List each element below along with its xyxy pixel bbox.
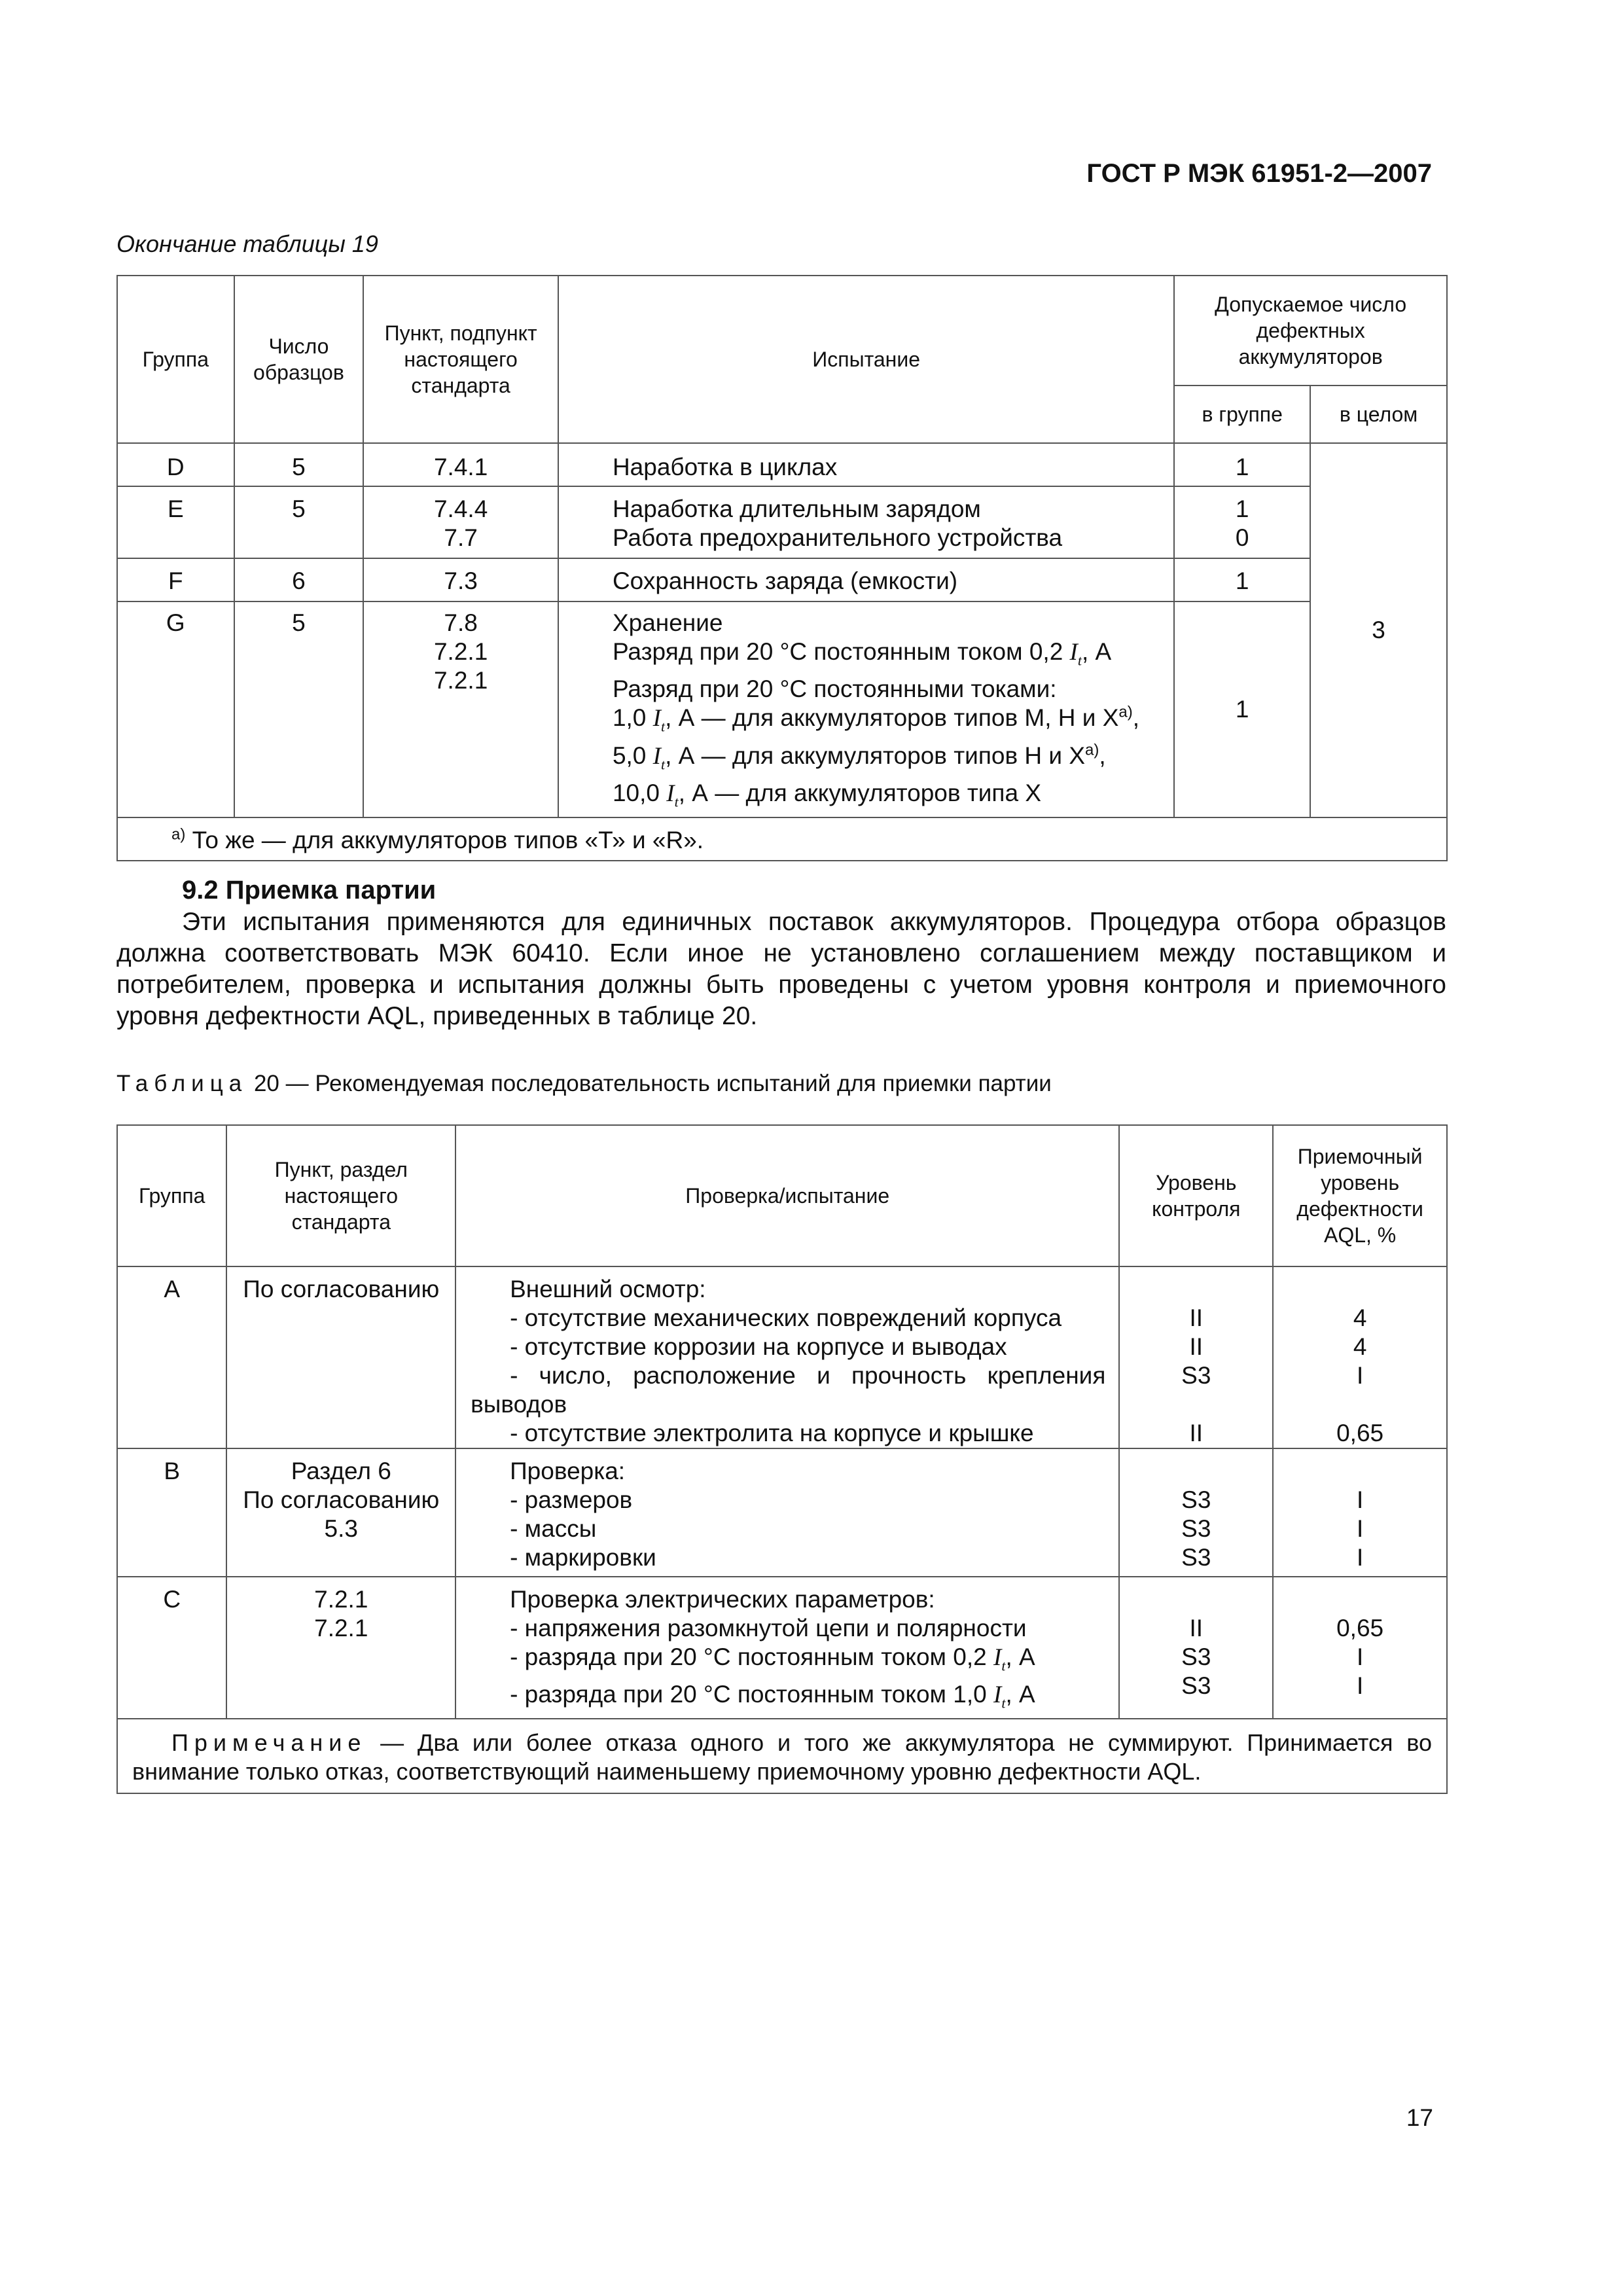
t19-header-clause: Пункт, подпункт настоящего стандарта xyxy=(363,276,558,443)
test-line: Хранение xyxy=(612,609,723,636)
defect-value: 0 xyxy=(1235,524,1249,551)
t19-test: Сохранность заряда (емкости) xyxy=(558,558,1174,601)
test-line: Разряд при 20 °С постоянными токами: xyxy=(612,675,1057,703)
t19-clause xyxy=(363,601,558,817)
t19-header-test: Испытание xyxy=(558,276,1174,443)
aql-value: 4 xyxy=(1353,1304,1367,1331)
aql-value xyxy=(1274,1585,1446,1614)
table-row xyxy=(117,1448,1447,1577)
check-line: - число, расположение и прочность крепления xyxy=(510,1362,1106,1389)
level-value: II xyxy=(1189,1333,1204,1360)
check-line: - отсутствие электролита на корпусе и крышке xyxy=(510,1420,1034,1446)
t19-samples: 5 xyxy=(234,601,364,817)
level-value: S3 xyxy=(1181,1643,1211,1670)
section-text: Эти испытания применяются для единичных поставок аккумуляторов. Процедура отбора образцов должна соответствовать МЭК 60410. Если иное не установлено соглашением между поставщиком и потребителем, проверка и испытания должны быть проведены с учетом уровня контроля и приемочного уровня дефектности AQL, приведенных в таблице 20. xyxy=(116,908,1446,1030)
check-line: Проверка: xyxy=(510,1458,626,1484)
check-line: - разряда при 20 °С постоянным током 0,2 $I_t$, А xyxy=(510,1643,1035,1674)
clause-line: 7.2.1 xyxy=(433,638,488,665)
check-line: - маркировки xyxy=(510,1544,656,1571)
t19-defects: 1 xyxy=(1174,558,1310,601)
t20-checks xyxy=(455,1448,1119,1577)
t19-samples: 5 xyxy=(234,443,364,486)
level-value xyxy=(1120,1457,1272,1486)
aql-value: I xyxy=(1356,1486,1364,1513)
t20-levels xyxy=(1119,1266,1273,1448)
clause-line: 5.3 xyxy=(324,1515,358,1542)
t19-group: F xyxy=(117,558,234,601)
table-row xyxy=(117,558,1447,601)
t20-aqls xyxy=(1273,1266,1447,1448)
t19-defects: 1 xyxy=(1174,443,1310,486)
t19-group: D xyxy=(117,443,234,486)
check-line: - размеров xyxy=(510,1486,633,1513)
test-line: Разряд при 20 °С постоянным током 0,2 $I_t$, А xyxy=(612,638,1112,669)
level-value: S3 xyxy=(1181,1672,1211,1699)
t19-header-overall: в целом xyxy=(1310,386,1447,443)
table-19 xyxy=(116,275,1448,861)
t20-checks xyxy=(455,1577,1119,1719)
section-title: 9.2 Приемка партии xyxy=(182,876,437,905)
level-value xyxy=(1120,1275,1272,1304)
t20-note xyxy=(117,1719,1447,1793)
t19-defects xyxy=(1174,486,1310,558)
t20-group: C xyxy=(117,1577,226,1719)
clause-line: 7.8 xyxy=(444,609,478,636)
t19-group: E xyxy=(117,486,234,558)
table20-caption xyxy=(116,1071,1052,1097)
t20-clause xyxy=(226,1577,455,1719)
table-20 xyxy=(116,1124,1448,1794)
t19-clause: 7.3 xyxy=(363,558,558,601)
defect-value: 1 xyxy=(1235,495,1249,522)
t20-group: A xyxy=(117,1266,226,1448)
level-value: S3 xyxy=(1181,1544,1211,1571)
test-line: Наработка длительным зарядом xyxy=(612,495,981,522)
aql-value: I xyxy=(1356,1515,1364,1542)
test-line: Работа предохранительного устройства xyxy=(612,524,1063,551)
clause-line: 7.7 xyxy=(444,524,478,551)
level-value xyxy=(1120,1585,1272,1614)
t19-test xyxy=(558,601,1174,817)
t19-footnote: $^{a)}$ То же — для аккумуляторов типов «Т» и «R». xyxy=(117,817,1447,861)
t19-defects: 1 xyxy=(1174,601,1310,817)
table19-caption: Окончание таблицы 19 xyxy=(116,230,378,257)
t19-header-samples: Число образцов xyxy=(234,276,364,443)
t20-header-level xyxy=(1119,1125,1273,1266)
standard-header: ГОСТ Р МЭК 61951-2—2007 xyxy=(1086,159,1432,188)
level-value xyxy=(1120,1390,1272,1419)
section-paragraph xyxy=(116,906,1446,1032)
level-value: S3 xyxy=(1181,1362,1211,1389)
t19-clause: 7.4.1 xyxy=(363,443,558,486)
t20-aqls xyxy=(1273,1577,1447,1719)
table-row xyxy=(117,1266,1447,1448)
table-row xyxy=(117,443,1447,486)
test-line: 5,0 $I_t$, А — для аккумуляторов типов Н и $X^{a)}$, xyxy=(612,741,1106,773)
t19-test xyxy=(558,486,1174,558)
level-value: II xyxy=(1189,1304,1204,1331)
t20-header-check: Проверка/испытание xyxy=(455,1125,1119,1266)
t19-group: G xyxy=(117,601,234,817)
t19-header-allowed-text: Допускаемое число дефектных аккумуляторов xyxy=(1215,293,1407,368)
t19-overall-value: 3 xyxy=(1372,616,1385,643)
t20-clause: По согласованию xyxy=(226,1266,455,1448)
t19-header-allowed xyxy=(1174,276,1447,386)
t20-header-clause-text: Пункт, раздел настоящего стандарта xyxy=(274,1158,408,1234)
t20-header-aql-text: Приемочный уровень дефектности AQL, % xyxy=(1296,1145,1423,1247)
table20-caption-prefix: Таблица xyxy=(116,1071,248,1096)
t20-header-level-text: Уровень контроля xyxy=(1152,1171,1241,1221)
level-value: II xyxy=(1189,1420,1204,1446)
page-number: 17 xyxy=(1406,2104,1433,2131)
t20-levels xyxy=(1119,1577,1273,1719)
check-line: - разряда при 20 °С постоянным током 1,0 $I_t$, А xyxy=(510,1681,1035,1712)
aql-value: I xyxy=(1356,1643,1364,1670)
t20-header-aql xyxy=(1273,1125,1447,1266)
t20-note-prefix: Примечание xyxy=(171,1729,367,1756)
clause-line: 7.2.1 xyxy=(433,667,488,694)
check-line: - массы xyxy=(510,1515,597,1542)
clause-line: 7.2.1 xyxy=(314,1586,368,1613)
check-line: - отсутствие механических повреждений корпуса xyxy=(510,1304,1062,1331)
aql-value xyxy=(1274,1275,1446,1304)
t19-samples: 5 xyxy=(234,486,364,558)
table-row xyxy=(117,1577,1447,1719)
aql-value: 0,65 xyxy=(1336,1615,1384,1641)
clause-line: 7.2.1 xyxy=(314,1615,368,1641)
t19-overall xyxy=(1310,443,1447,817)
table-row xyxy=(117,486,1447,558)
t19-header-in-group: в группе xyxy=(1174,386,1310,443)
aql-value xyxy=(1274,1457,1446,1486)
table20-caption-text: 20 — Рекомендуемая последовательность испытаний для приемки партии xyxy=(253,1071,1052,1096)
t20-levels xyxy=(1119,1448,1273,1577)
check-line: Внешний осмотр: xyxy=(510,1276,706,1302)
level-value: S3 xyxy=(1181,1515,1211,1542)
aql-value: I xyxy=(1356,1672,1364,1699)
t20-header-group: Группа xyxy=(117,1125,226,1266)
table-row xyxy=(117,601,1447,817)
clause-line: Раздел 6 xyxy=(291,1458,391,1484)
t19-samples: 6 xyxy=(234,558,364,601)
aql-value: I xyxy=(1356,1544,1364,1571)
aql-value: I xyxy=(1356,1362,1364,1389)
t20-group: B xyxy=(117,1448,226,1577)
aql-value xyxy=(1274,1390,1446,1419)
t20-aqls xyxy=(1273,1448,1447,1577)
t20-checks xyxy=(455,1266,1119,1448)
t19-test: Наработка в циклах xyxy=(558,443,1174,486)
t20-header-clause xyxy=(226,1125,455,1266)
test-line: 1,0 $I_t$, А — для аккумуляторов типов М, Н и $X^{a)}$, xyxy=(612,704,1140,735)
clause-line: По согласованию xyxy=(243,1486,440,1513)
check-line: Проверка электрических параметров: xyxy=(510,1586,935,1613)
clause-line: 7.4.4 xyxy=(433,495,488,522)
level-value: S3 xyxy=(1181,1486,1211,1513)
test-line: 10,0 $I_t$, А — для аккумуляторов типа X xyxy=(612,780,1041,810)
t19-clause xyxy=(363,486,558,558)
check-line: - отсутствие коррозии на корпусе и выводах xyxy=(510,1333,1007,1360)
level-value: II xyxy=(1189,1615,1204,1641)
aql-value: 4 xyxy=(1353,1333,1367,1360)
t19-header-group: Группа xyxy=(117,276,234,443)
t20-note-text: — Два или более отказа одного и того же аккумулятора не суммируют. Принимается во внимание только отказ, соответствующий наименьшему приемочному уровню дефектности AQL. xyxy=(132,1729,1432,1785)
t20-clause xyxy=(226,1448,455,1577)
check-line: выводов xyxy=(471,1391,567,1418)
aql-value: 0,65 xyxy=(1336,1420,1384,1446)
check-line: - напряжения разомкнутой цепи и полярности xyxy=(510,1615,1027,1641)
